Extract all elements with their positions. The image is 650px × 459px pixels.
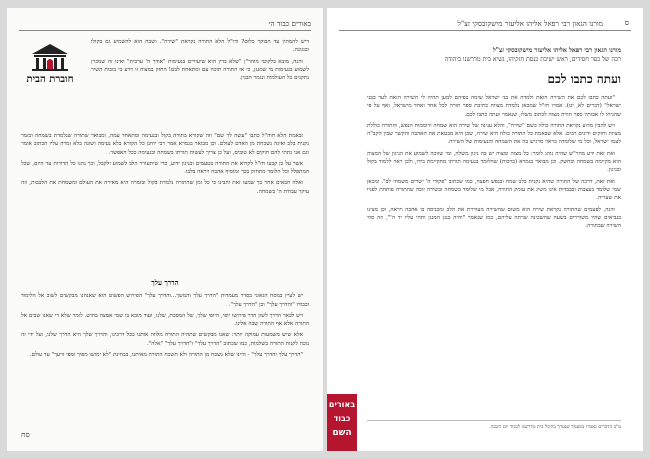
section-heading: הדרך עלך <box>151 278 179 287</box>
left-body-section <box>21 272 309 422</box>
side-tab-line-2: כבוד <box>333 414 351 423</box>
paragraph: והנה, לפעמים שהתורה נקראת שירה הוא משום שהשירה מעוררת את הלב ומכניסה בו אהבה ויראה, וכן מצינו בנביאים שהיו משוררים בשעה שהשכינה שרתה עליהם, כמו שנאמר "והיה כנגן המנגן ותהי עליו יד ה'", וזה סוד השירה שבתורה. <box>367 206 621 230</box>
left-body-main <box>21 132 309 270</box>
paragraph: והנה, מובא בלקוטי מוהר"ן "שלא בדין הוא שיעורים בנעימות "אודך ה' ערבית" ואינו זה שמכוין לשמוע בנעימות מי שמנגן, כי אז התורה תוכה עם ומתאחת לבם! החזק במצוה זו וידע כי בזכות השיר נתקנים כל העולמות ונגמר הבנין. <box>91 58 309 82</box>
paragraph: "הדרך עלך והדרך עלך" - היינו שלא נשכח מן התורה ולא תשכח התורה מאיתנו, בבחינת "לא ימושו מפיך ומפי זרעך" עד עולם. <box>29 352 303 359</box>
paragraph: ואלה הבאים אחר כך שמעו זאת והבינו כי כל זמן שהתורה נלמדת בקול ובזמרה היא מאירה את העולם ומשמחת את הלבבות, וזה עיקר עבודת ה' בשמחה. <box>21 180 309 195</box>
right-page <box>327 8 643 451</box>
paragraph: ואת זאת, דרכה של התורה שהיא נקנית בלב שמח ובנפש חפצה, כמו שכתוב "פקודי ה' ישרים משמחי לב". ומכאן שמי שלומד בעצבות ובכבדות אינו משיג את עומק התורה, אבל מי שלומד בשמחה ובשירה זוכה שהתורה פותחת לפניו את שעריה. <box>367 178 621 202</box>
paragraph: ויש להבין מדוע נקראת התורה כולה בשם "שירה", והלא ענינה של שירה הוא שמחה ורוממות הנפש, והתורה כוללת מצוות וחוקים ודינים רבים. אלא שבאמת כל התורה כולה היא שירה, שכן היא מבטאת את האהבה והקשר שבין הקב"ה לעמו ישראל, וכל מי שלומדה כראוי מרגיש בה את השמחה והנעימות של השירה. <box>367 122 621 146</box>
paragraph: ואת זאת ידע מהר"ש שהיה נוהג לומר: כל מצוה ומצוה יש בה ניגון משלה, ומי שזוכה לשמוע את הניגון של המצוה הוא מקיימה בשמחה ובחשק. וכן מבואר בגמרא (ברכות) שהלומד בנעימה תורתו מתקיימת בידו, ולכן ראוי ללמוד בקול ובניגון. <box>367 150 621 174</box>
paragraph: "ועתה כתבו לכם את השירה הזאת ולמדה את בני ישראל שימה בפיהם למען תהיה לי השירה הזאת לעד בבני ישראל" (דברים לא, יט). אמרו חז"ל שמכאן נלמדת מצוות כתיבת ספר תורה לכל אחד ואחד מישראל, ואף על פי שהניחו לו אבותיו ספר תורה מצוה לכתוב משלו, שנאמר ועתה כתבו לכם. <box>367 95 621 118</box>
book-spread <box>7 8 643 451</box>
building-icon <box>28 42 72 72</box>
publisher-logo <box>21 42 79 85</box>
right-header-rule <box>339 30 631 31</box>
left-page <box>7 8 323 451</box>
right-page-number: ס <box>624 18 629 27</box>
author-title: רבה של כפר חסידים, ראש ישיבת כנסת חזקיהו, נשיא בית מדרשנו ביהודה <box>444 56 621 63</box>
logo-name: חוברת הבית <box>26 74 74 85</box>
left-running-header: באורים כבוד הי <box>268 19 311 28</box>
paragraph: ויש לבאר הדרך לשון הדר פירושו יופי, היופי שלך, של המסכת, שלנו, ועוד מובא בו שמי אמצה בחוש. לומר שלא די שאנו שבים אל התורה אלא אף התורה שבה אלינו. <box>21 312 309 328</box>
paragraph: דיש להמתין עד הבוקר כלום? ודו"ל הלא התורה נקראת "שירה". ושבח הוא להשמיע גם בקולו ובנגונה. <box>91 39 309 54</box>
author-name: מורנו הגאון רבי רפאל אליהו אליעזר מישקובסקי זצ"ל <box>492 47 621 54</box>
right-running-header: מורנו הגאון רבי רפאל אליהו אליעזר מישקובסקי זצ"ל <box>457 19 603 28</box>
paragraph: ובאמת הלא חוה"ל כתבו "עשה לך שם" וזה שקורא בתורה בקול ובנעימה ומתאחד עמה, ומבואר שתורה שנלמדת בשמחה ובזמר נקנית בלב ואינה נשכחת מן האדם לעולם. וכן מבואר בגמרא אמר רבי יוחנן כל הקורא בלא נעימה ושונה בלא זמרה עליו הכתוב אומר וגם אני נתתי להם חוקים לא טובים, ועל כן צריך לעשות תורתו בשמחה ובנעימה ככל האפשר. <box>21 133 309 156</box>
footnote: ע"ב הדברים נאמרו במעמד שנערך בהיכל בית מדרשנו לכבוד יום השנה. <box>489 425 621 430</box>
left-header-rule <box>19 30 311 31</box>
chapter-title: ועתה כתבו לכם <box>547 72 621 86</box>
footnote-rule <box>367 420 621 421</box>
paragraph: יש לעיין בנוסח הגאוני בסדר מעמדות "הדרך עלך והמשך...והדרך עלך" הפירוש הפשוט הוא שאנחנו מבקשים לשוב אל הלימוד וכבודו "והדרך עלך" וכן "הדרך עלך". <box>21 293 309 308</box>
paragraph: אשר על כן קבעו חז"ל לקרוא את התורה בטעמים ובניגון ידוע, כדי שיתעורר הלב לשמוע ולקבל, וכך נהגו כל הדורות עד היום, שכל המתפלל וכל הלומד מתחזק בכך ומוסיף אהבה ויראה בלבו. <box>21 160 309 176</box>
paragraph: אלא שיש משמעות עמוקה יותר: שאנו מבקשים שתהיה התורה מלווה אותנו בכל דרכינו, והדרך שלך היא הדרך שלנו, ועל ידי זה נזכה לקנות התורה בשלמות, כמו שכתוב "הדרך עלך" ו"הדרך עלך" "אלה". <box>21 332 309 347</box>
side-tab <box>327 394 357 451</box>
author-block <box>371 46 621 64</box>
right-body <box>367 94 621 416</box>
left-page-number: סח <box>21 430 30 439</box>
left-body-top <box>91 38 309 130</box>
side-tab-line-1: באורים <box>328 400 356 409</box>
side-tab-line-3: השם <box>332 428 352 438</box>
